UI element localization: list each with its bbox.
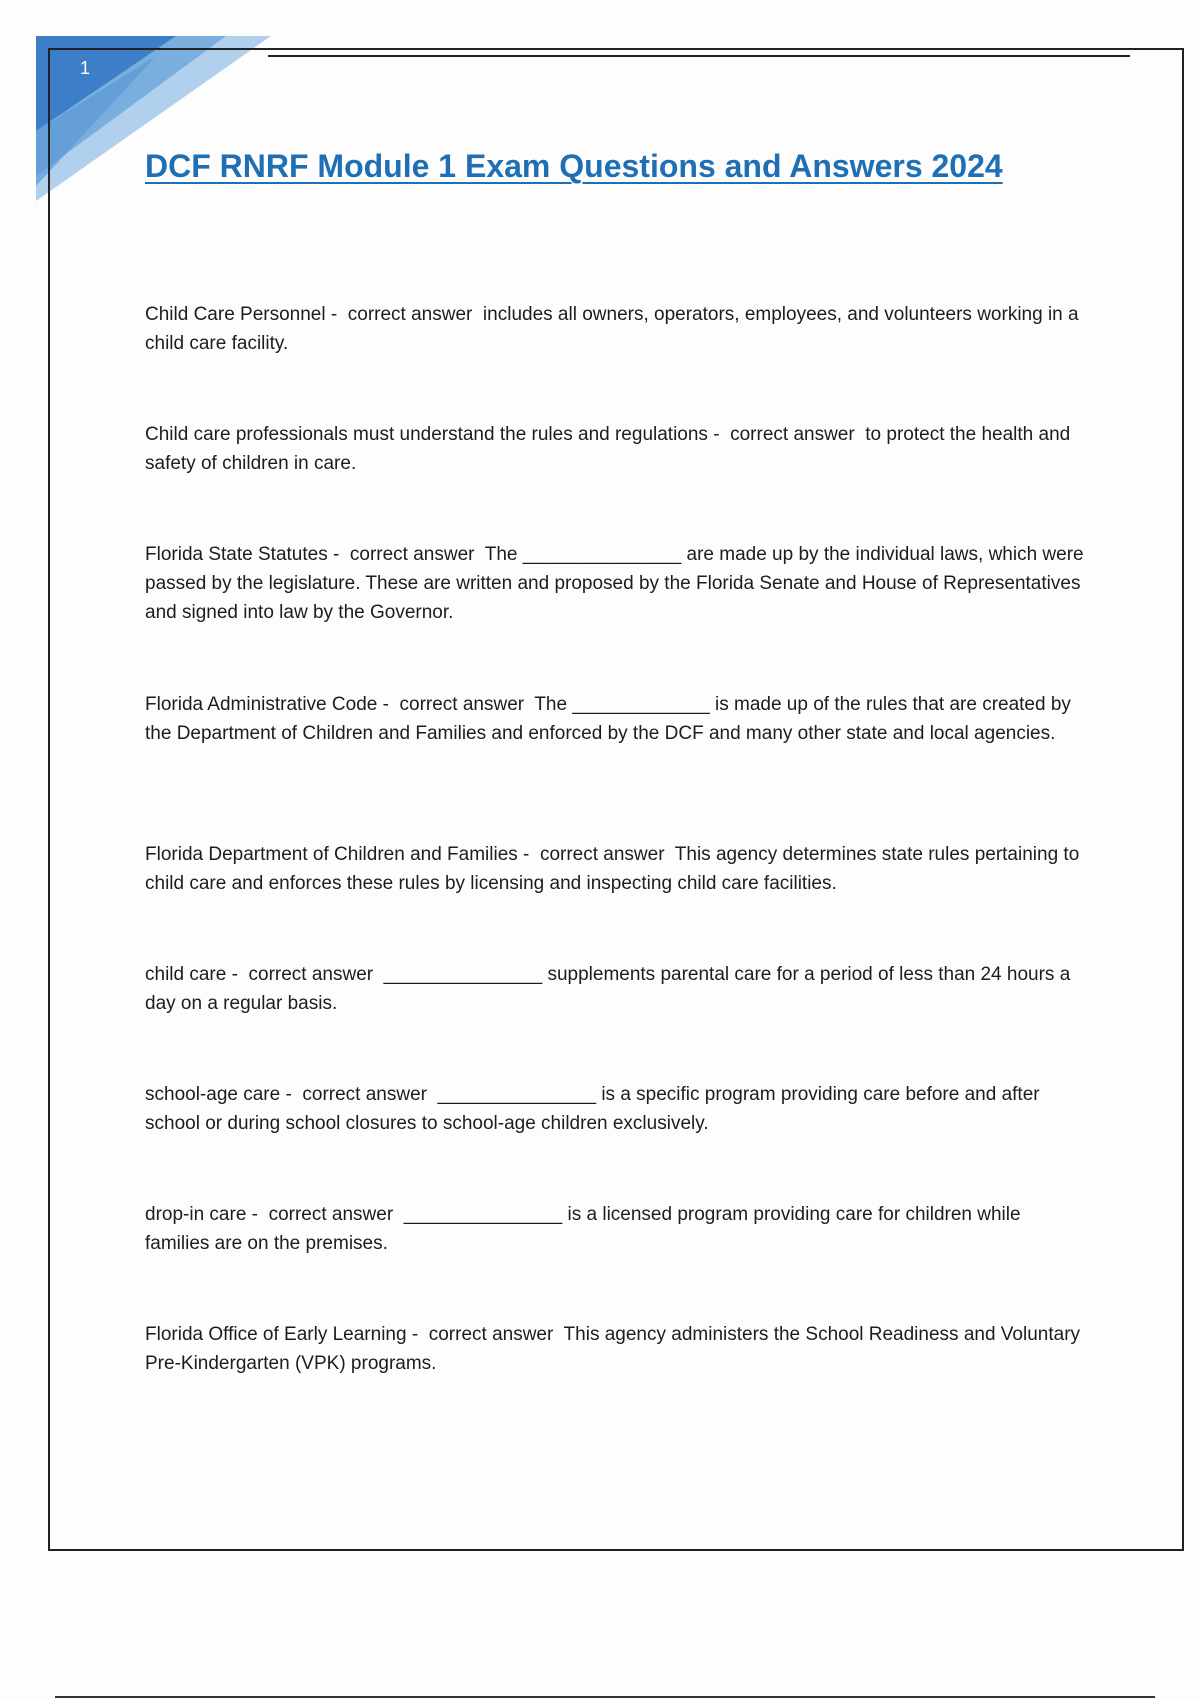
- qa-term: drop-in care: [145, 1204, 247, 1225]
- qa-answer: The _____________ is made up of the rules that are created by the Department of Children and Families and enforced by the DCF and many other state and local agencies.: [145, 694, 1077, 744]
- qa-item: [145, 1200, 1085, 1258]
- document-title: DCF RNRF Module 1 Exam Questions and Answers 2024: [145, 148, 1003, 184]
- qa-answer-label: correct answer: [302, 1084, 427, 1105]
- qa-answer: This agency administers the School Readiness and Voluntary Pre-Kindergarten (VPK) programs.: [145, 1324, 1086, 1374]
- qa-answer-label: correct answer: [347, 304, 473, 325]
- qa-term: Florida State Statutes: [145, 544, 328, 565]
- qa-item: [145, 300, 1085, 358]
- qa-separator: -: [517, 844, 540, 865]
- footer-rule: [55, 1696, 1155, 1698]
- qa-answer: _______________ is a specific program providing care before and after school or during school closures to school-age children exclusively.: [145, 1084, 1045, 1134]
- qa-answer: to protect the health and safety of children in care.: [145, 424, 1076, 474]
- qa-separator: -: [246, 1204, 269, 1225]
- qa-separator: -: [406, 1324, 429, 1345]
- qa-item: [145, 690, 1085, 748]
- qa-answer-label: correct answer: [248, 964, 374, 985]
- qa-item: [145, 1080, 1085, 1138]
- qa-answer: _______________ supplements parental care for a period of less than 24 hours a day on a regular basis.: [145, 964, 1076, 1014]
- qa-separator: -: [325, 304, 348, 325]
- qa-separator: -: [327, 544, 350, 565]
- qa-answer-label: correct answer: [730, 424, 855, 445]
- qa-item: [145, 540, 1089, 627]
- qa-answer-label: correct answer: [428, 1324, 554, 1345]
- qa-item: [145, 840, 1085, 898]
- qa-answer-label: correct answer: [539, 844, 665, 865]
- qa-answer: includes all owners, operators, employees, and volunteers working in a child care facility.: [145, 304, 1084, 354]
- qa-term: Child care professionals must understand the rules and regulations: [145, 424, 708, 445]
- page-number: 1: [80, 58, 91, 78]
- qa-item: [145, 1320, 1085, 1378]
- qa-term: Florida Department of Children and Families: [145, 844, 518, 865]
- qa-separator: -: [226, 964, 249, 985]
- qa-term: Florida Office of Early Learning: [145, 1324, 407, 1345]
- qa-answer-label: correct answer: [268, 1204, 394, 1225]
- qa-term: child care: [145, 964, 227, 985]
- qa-separator: -: [280, 1084, 303, 1105]
- qa-separator: -: [377, 694, 400, 715]
- qa-answer-label: correct answer: [399, 694, 525, 715]
- qa-item: [145, 960, 1085, 1018]
- qa-answer: This agency determines state rules pertaining to child care and enforces these rules by licensing and inspecting child care facilities.: [145, 844, 1085, 894]
- qa-term: Florida Administrative Code: [145, 694, 378, 715]
- qa-item: [145, 420, 1085, 478]
- qa-answer: The _______________ are made up by the individual laws, which were passed by the legislature. These are written and proposed by the Florida Senate and House of Representatives and signed into law by the Governor.: [145, 544, 1089, 623]
- qa-answer-label: correct answer: [349, 544, 475, 565]
- qa-term: Child Care Personnel: [145, 304, 326, 325]
- qa-term: school-age care: [145, 1084, 281, 1105]
- qa-answer: _______________ is a licensed program providing care for children while families are on the premises.: [145, 1204, 1026, 1254]
- qa-separator: -: [707, 424, 731, 445]
